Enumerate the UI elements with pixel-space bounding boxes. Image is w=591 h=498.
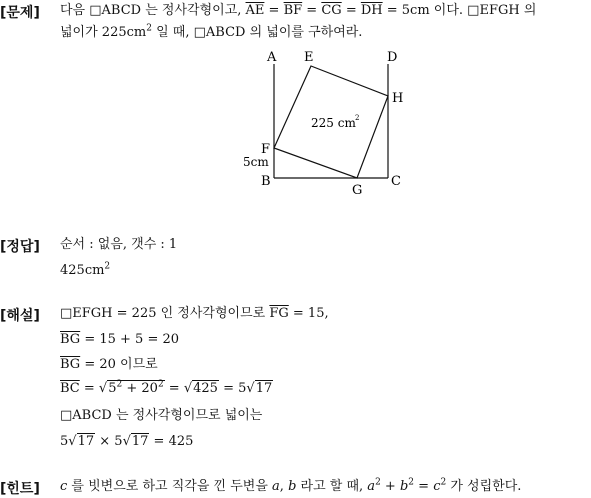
solution-line-2 — [60, 332, 179, 348]
hint-line — [60, 479, 521, 495]
solution-text: = 425 — [149, 434, 194, 449]
solution-line-3 — [60, 357, 158, 373]
radicand: 17 — [255, 381, 273, 396]
equals: = — [79, 381, 99, 396]
answer-line-1: 순서 : 없음, 갯수 : 1 — [60, 237, 178, 252]
solution-line-1 — [60, 306, 329, 322]
problem-line-2 — [60, 25, 362, 41]
var-a: a — [272, 479, 280, 494]
label-a: A — [267, 50, 277, 65]
radicand: 425 — [193, 381, 218, 396]
segment-bc: $\overline{BC}$ — [60, 381, 80, 396]
segment-bf: $\overline{BF}$ — [283, 3, 303, 18]
var-a: a — [367, 479, 376, 494]
solution-text: × 5 — [95, 434, 123, 449]
solution-text: 5 — [60, 434, 69, 449]
problem-text: 일 때, □ABCD 의 넓이를 구하여라. — [151, 25, 363, 40]
side-length-label: 5cm — [243, 155, 269, 169]
superscript: 2 — [375, 477, 381, 488]
solution-text: □EFGH = 225 인 정사각형이므로 — [60, 306, 270, 321]
hint-text: = — [414, 479, 434, 494]
var-c: c — [60, 479, 68, 494]
equals: = — [164, 381, 184, 396]
label-d: D — [387, 50, 398, 65]
hint-tag: [힌트] — [0, 481, 40, 497]
problem-text: 넓이가 225cm — [60, 25, 147, 40]
problem-text: = 5cm 이다. □EFGH 의 — [382, 3, 537, 18]
problem-tag: [문제] — [0, 5, 40, 21]
label-c: C — [391, 174, 401, 189]
radicand-term: + 20 — [122, 381, 158, 396]
superscript: 2 — [104, 261, 111, 272]
radicand: 17 — [131, 434, 149, 449]
problem-line-1 — [60, 3, 536, 19]
var-b: b — [399, 479, 409, 494]
solution-tag: [해설] — [0, 308, 40, 324]
hint-text: 를 빗변으로 하고 직각을 낀 두변을 — [67, 479, 273, 494]
solution-text: = 20 이므로 — [80, 357, 158, 372]
radical-sign: √ — [183, 381, 193, 396]
answer-line-2 — [60, 263, 110, 279]
label-g: G — [352, 183, 363, 198]
area-label: 225 cm — [311, 116, 356, 130]
superscript: 2 — [116, 379, 123, 390]
superscript: 2 — [146, 23, 152, 34]
superscript: 2 — [440, 477, 447, 488]
hint-text: 가 성립한다. — [446, 479, 522, 494]
solution-text: = 15 + 5 = 20 — [80, 332, 180, 347]
var-b: b — [288, 479, 297, 494]
segment-fg: $\overline{FG}$ — [269, 306, 289, 321]
label-f: F — [261, 142, 271, 157]
segment-bg: $\overline{BG}$ — [60, 357, 81, 372]
equals: = — [341, 3, 361, 18]
label-e: E — [304, 50, 314, 65]
solution-line-5: □ABCD 는 정사각형이므로 넓이는 — [60, 408, 263, 423]
hint-text: 라고 할 때, — [296, 479, 368, 494]
var-c: c — [433, 479, 441, 494]
radical-sign: √ — [122, 434, 131, 449]
hint-text: , — [279, 479, 289, 494]
solution-text: = 15, — [288, 306, 329, 321]
segment-cg: $\overline{CG}$ — [321, 3, 342, 18]
radical-sign: √ — [68, 434, 77, 449]
equals: = — [302, 3, 322, 18]
segment-ae: $\overline{AE}$ — [245, 3, 265, 18]
area-superscript: 2 — [355, 114, 360, 122]
radicand — [107, 380, 164, 396]
segment-bg: $\overline{BG}$ — [60, 332, 81, 347]
radicand-term: 5 — [108, 381, 117, 396]
equals: = — [264, 3, 284, 18]
radical-sign: √ — [246, 381, 255, 396]
superscript: 2 — [157, 379, 164, 390]
answer-value: 425cm — [60, 263, 105, 278]
superscript: 2 — [408, 477, 415, 488]
solution-line-6 — [60, 434, 193, 450]
problem-text: 다음 □ABCD 는 정사각형이고, — [60, 3, 246, 18]
solution-line-4 — [60, 381, 273, 397]
radical-sign: √ — [98, 381, 108, 396]
label-b: B — [261, 174, 271, 189]
solution-text: = 5 — [218, 381, 247, 396]
hint-text: + — [380, 479, 400, 494]
segment-dh: $\overline{DH}$ — [360, 3, 383, 18]
radicand: 17 — [77, 434, 95, 449]
answer-tag: [정답] — [0, 239, 40, 255]
square-figure — [240, 44, 420, 204]
label-h: H — [392, 91, 404, 106]
